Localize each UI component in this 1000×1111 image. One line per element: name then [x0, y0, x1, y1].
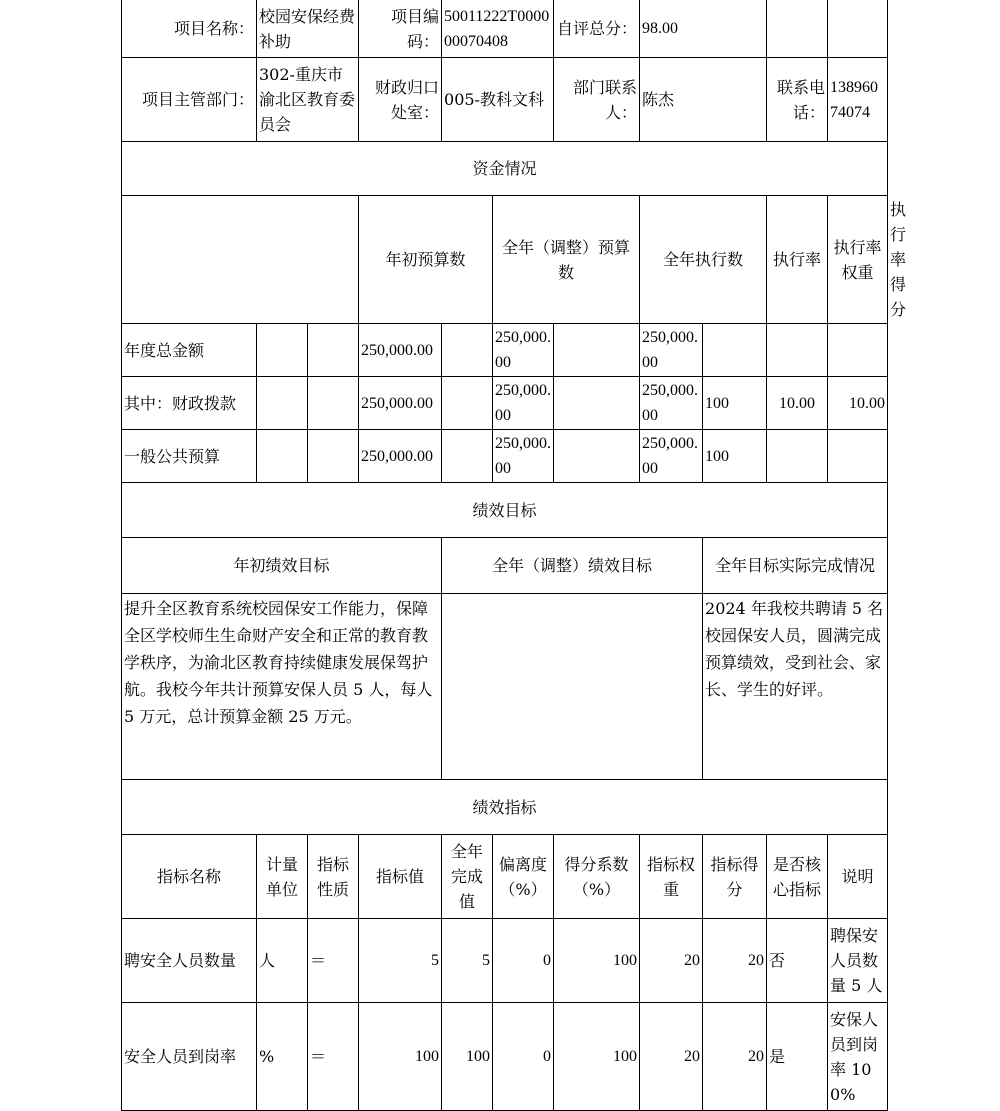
funds-header-row: 年初预算数 全年（调整）预算数 全年执行数 执行率 执行率权重 执行率得分 [122, 196, 888, 324]
empty-cell [554, 377, 640, 430]
project-code-label: 项目编码： [359, 0, 442, 58]
funds-executed: 250,000.00 [640, 430, 703, 483]
goals-adjusted-text [442, 594, 703, 780]
empty-cell [442, 430, 493, 483]
ind-header-score: 指标得分 [703, 835, 767, 919]
ind-actual: 100 [442, 1003, 493, 1111]
ind-core: 是 [767, 1003, 828, 1111]
funds-initial: 250,000.00 [359, 377, 442, 430]
ind-unit: % [257, 1003, 308, 1111]
funds-header-adjusted: 全年（调整）预算数 [493, 196, 640, 324]
funds-section-title: 资金情况 [122, 142, 888, 196]
ind-deviation: 0 [493, 919, 554, 1003]
ind-header-nature: 指标性质 [308, 835, 359, 919]
funds-score [828, 430, 888, 483]
empty-cell [554, 430, 640, 483]
indicator-row [122, 919, 888, 1003]
funds-rate [703, 324, 767, 377]
ind-header-actual: 全年完成值 [442, 835, 493, 919]
funds-weight [767, 430, 828, 483]
empty-cell [767, 0, 828, 58]
ind-name: 安全人员到岗率 [122, 1003, 257, 1111]
funds-score [828, 324, 888, 377]
empty-cell [442, 377, 493, 430]
funds-weight: 10.00 [767, 377, 828, 430]
ind-weight: 20 [640, 919, 703, 1003]
project-row-1 [122, 0, 888, 58]
contact-value: 陈杰 [640, 58, 767, 142]
ind-core: 否 [767, 919, 828, 1003]
funds-row-label: 年度总金额 [122, 324, 257, 377]
ind-target: 5 [359, 919, 442, 1003]
funds-adjusted: 250,000.00 [493, 377, 554, 430]
empty-cell [257, 430, 308, 483]
performance-report-sheet [121, 0, 907, 1104]
phone-label: 联系电话： [767, 58, 828, 142]
project-name-label: 项目名称： [122, 0, 257, 58]
ind-header-unit: 计量单位 [257, 835, 308, 919]
empty-cell [308, 324, 359, 377]
project-code-value: 50011222T000000070408 [442, 0, 554, 58]
goals-header-row [122, 538, 888, 594]
ind-coef: 100 [554, 919, 640, 1003]
funds-section-row [122, 142, 888, 196]
funds-row [122, 430, 888, 483]
funds-executed: 250,000.00 [640, 324, 703, 377]
funds-header-weight: 执行率权重 [828, 196, 888, 324]
goals-header-adjusted: 全年（调整）绩效目标 [442, 538, 703, 594]
funds-adjusted: 250,000.00 [493, 430, 554, 483]
funds-row [122, 324, 888, 377]
funds-row-label: 一般公共预算 [122, 430, 257, 483]
dept-value: 302-重庆市渝北区教育委员会 [257, 58, 359, 142]
ind-weight: 20 [640, 1003, 703, 1111]
empty-cell [554, 324, 640, 377]
funds-header-executed: 全年执行数 [640, 196, 767, 324]
empty-cell [308, 430, 359, 483]
ind-header-note: 说明 [828, 835, 888, 919]
ind-header-target: 指标值 [359, 835, 442, 919]
ind-header-coef: 得分系数（%） [554, 835, 640, 919]
funds-header-rate: 执行率 [767, 196, 828, 324]
empty-cell [828, 0, 888, 58]
ind-score: 20 [703, 919, 767, 1003]
ind-actual: 5 [442, 919, 493, 1003]
funds-executed: 250,000.00 [640, 377, 703, 430]
empty-cell [257, 377, 308, 430]
funds-row-label: 其中：财政拨款 [122, 377, 257, 430]
goals-actual-text: 2024 年我校共聘请 5 名校园保安人员，圆满完成预算绩效，受到社会、家长、学生的好评。 [703, 594, 888, 780]
goals-content-row [122, 594, 888, 780]
ind-coef: 100 [554, 1003, 640, 1111]
funds-rate: 100 [703, 430, 767, 483]
indicator-row [122, 1003, 888, 1111]
ind-target: 100 [359, 1003, 442, 1111]
ind-header-core: 是否核心指标 [767, 835, 828, 919]
dept-label: 项目主管部门： [122, 58, 257, 142]
contact-label: 部门联系人： [554, 58, 640, 142]
ind-score: 20 [703, 1003, 767, 1111]
indicators-section-row [122, 780, 888, 835]
ind-note: 安保人员到岗率 100% [828, 1003, 888, 1111]
goals-initial-text: 提升全区教育系统校园保安工作能力，保障全区学校师生生命财产安全和正常的教育教学秩序，为渝北区教育持续健康发展保驾护航。我校今年共计预算安保人员 5 人，每人 5 万元，总计预算金额 25 万元。 [122, 594, 442, 780]
empty-cell [257, 324, 308, 377]
ind-header-name: 指标名称 [122, 835, 257, 919]
empty-cell [122, 196, 359, 324]
ind-unit: 人 [257, 919, 308, 1003]
funds-row [122, 377, 888, 430]
goals-section-title: 绩效目标 [122, 483, 888, 538]
finance-office-value: 005-教科文科 [442, 58, 554, 142]
funds-initial: 250,000.00 [359, 324, 442, 377]
phone-value: 13896074074 [828, 58, 888, 142]
indicators-header-row [122, 835, 888, 919]
indicators-section-title: 绩效指标 [122, 780, 888, 835]
funds-header-initial: 年初预算数 [359, 196, 493, 324]
ind-nature: ＝ [308, 1003, 359, 1111]
funds-rate: 100 [703, 377, 767, 430]
ind-nature: ＝ [308, 919, 359, 1003]
self-score-label: 自评总分： [554, 0, 640, 58]
ind-deviation: 0 [493, 1003, 554, 1111]
self-evaluation-table [121, 0, 907, 1111]
funds-adjusted: 250,000.00 [493, 324, 554, 377]
finance-office-label: 财政归口处室： [359, 58, 442, 142]
project-row-2 [122, 58, 888, 142]
ind-note: 聘保安人员数量 5 人 [828, 919, 888, 1003]
goals-section-row [122, 483, 888, 538]
funds-initial: 250,000.00 [359, 430, 442, 483]
self-score-value: 98.00 [640, 0, 767, 58]
funds-weight [767, 324, 828, 377]
empty-cell [308, 377, 359, 430]
ind-name: 聘安全人员数量 [122, 919, 257, 1003]
ind-header-deviation: 偏离度（%） [493, 835, 554, 919]
project-name-value: 校园安保经费补助 [257, 0, 359, 58]
ind-header-weight: 指标权重 [640, 835, 703, 919]
goals-header-actual: 全年目标实际完成情况 [703, 538, 888, 594]
empty-cell [442, 324, 493, 377]
goals-header-initial: 年初绩效目标 [122, 538, 442, 594]
funds-score: 10.00 [828, 377, 888, 430]
